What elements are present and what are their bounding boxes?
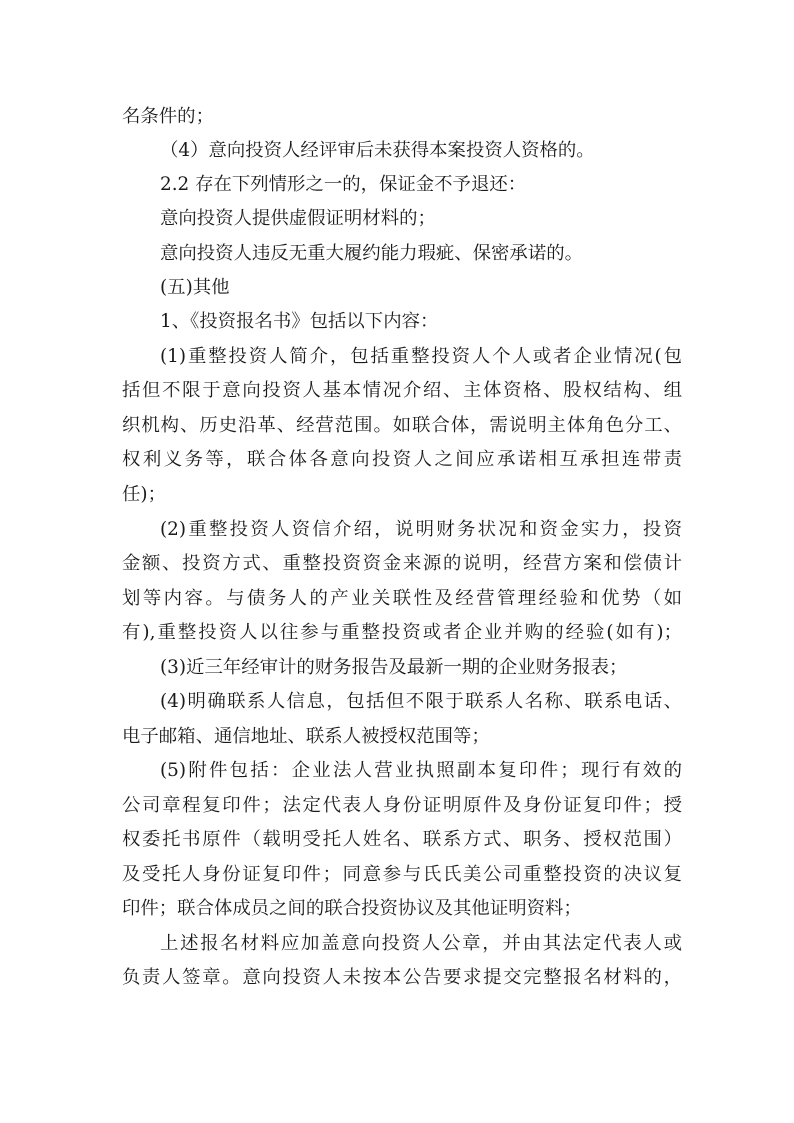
item-5-line-5: 印件；联合体成员之间的联合投资协议及其他证明资料； xyxy=(122,898,582,919)
item-1-line-4: 权利义务等，联合体各意向投资人之间应承诺相互承担连带责 xyxy=(122,449,682,470)
item-1-line-2: 括但不限于意向投资人基本情况介绍、主体资格、股权结构、组 xyxy=(122,380,682,401)
item-1-line-5: 任)； xyxy=(122,484,166,505)
item-1-line-3: 织机构、历史沿革、经营范围。如联合体，需说明主体角色分工、 xyxy=(122,415,682,436)
item-5-line-4: 及受托人身份证复印件；同意参与氏氏美公司重整投资的决议复 xyxy=(122,864,682,885)
item-5-line-2: 公司章程复印件；法定代表人身份证明原件及身份证复印件；授 xyxy=(122,795,682,816)
item-5-line-3: 权委托书原件（载明受托人姓名、联系方式、职务、授权范围） xyxy=(122,829,682,850)
item-1-line-1: (1)重整投资人简介，包括重整投资人个人或者企业情况(包 xyxy=(160,346,682,367)
item-2-line-2: 金额、投资方式、重整投资资金来源的说明，经营方案和偿债计 xyxy=(122,553,682,574)
seal-requirement-line-2: 负责人签章。意向投资人未按本公告要求提交完整报名材料的， xyxy=(122,967,682,988)
item-4-line-2: 电子邮箱、通信地址、联系人被授权范围等； xyxy=(122,726,490,747)
item-4-line-1: (4)明确联系人信息，包括但不限于联系人名称、联系电话、 xyxy=(160,691,682,712)
item-5-line-1: (5)附件包括：企业法人营业执照副本复印件；现行有效的 xyxy=(160,760,682,781)
list-item-4: （4）意向投资人经评审后未获得本案投资人资格的。 xyxy=(160,140,595,161)
registration-form-heading: 1、《投资报名书》包括以下内容： xyxy=(160,311,439,332)
item-2-line-3: 划等内容。与债务人的产业关联性及经营管理经验和优势（如 xyxy=(122,588,682,609)
seal-requirement-line-1: 上述报名材料应加盖意向投资人公章，并由其法定代表人或 xyxy=(160,933,682,954)
section-five-heading: (五)其他 xyxy=(160,277,230,298)
paragraph-line-continuation: 名条件的； xyxy=(122,106,214,127)
forfeit-condition-2: 意向投资人违反无重大履约能力瑕疵、保密承诺的。 xyxy=(160,243,583,264)
forfeit-condition-1: 意向投资人提供虚假证明材料的； xyxy=(160,208,436,229)
item-3-line-1: (3)近三年经审计的财务报告及最新一期的企业财务报表； xyxy=(160,657,628,678)
section-2-2-heading: 2.2 存在下列情形之一的，保证金不予退还： xyxy=(160,174,527,195)
item-2-line-4: 有),重整投资人以往参与重整投资或者企业并购的经验(如有)； xyxy=(122,622,682,643)
item-2-line-1: (2)重整投资人资信介绍，说明财务状况和资金实力，投资 xyxy=(160,519,682,540)
